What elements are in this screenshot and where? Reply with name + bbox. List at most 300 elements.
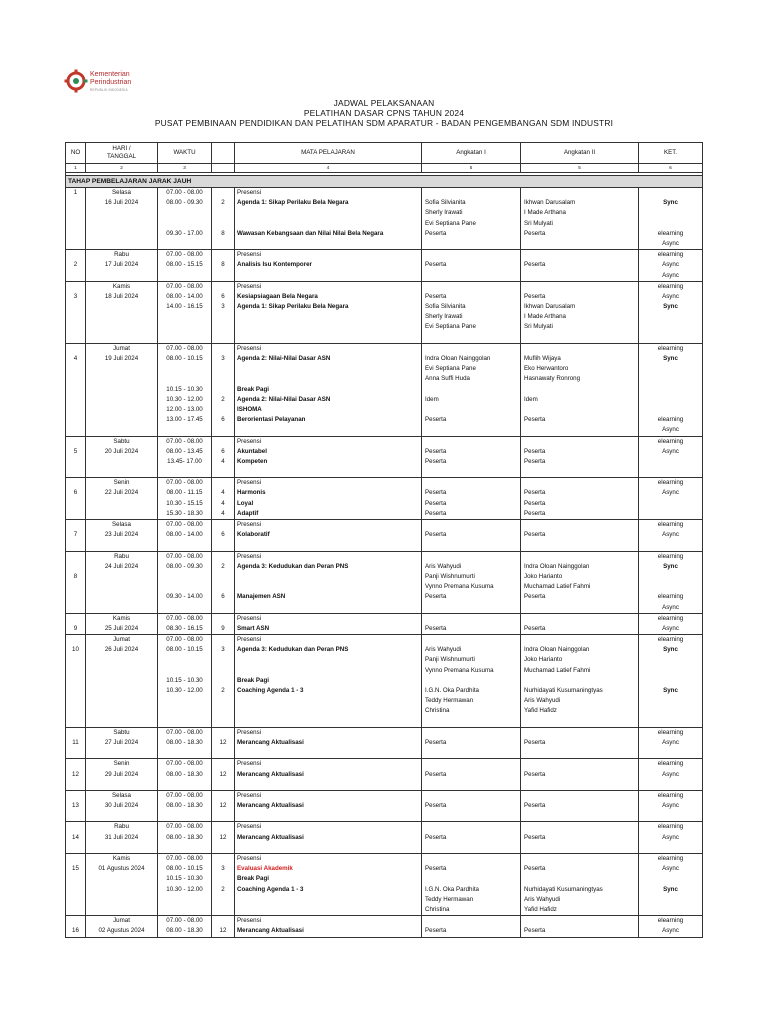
jp [214,854,232,864]
title-line-2: PELATIHAN DASAR CPNS TAHUN 2024 [303,108,465,118]
day-row [66,188,703,250]
angkatan-2 [524,822,636,832]
waktu: 10.30 - 12.00 [166,687,203,694]
angkatan-1: Evi Septiana Pane [425,323,476,331]
mata-pelajaran [237,696,419,706]
mata-pelajaran: Presensi [237,437,262,445]
jp-cell [212,520,235,552]
angkatan-2 [524,791,636,801]
waktu [160,322,209,332]
jp [214,250,232,260]
jp [214,467,232,477]
day-name: Rabu [114,251,129,259]
jp [214,916,232,926]
day-number: 6 [73,489,78,497]
mata-pelajaran: Berorientasi Pelayanan [237,416,306,424]
day-name: Jumat [113,636,130,644]
mata-pelajaran [237,655,419,665]
day-date: 31 Juli 2024 [104,833,139,841]
waktu-cell [158,916,212,937]
ket-cell [639,343,703,436]
jp-cell [212,790,235,822]
angkatan-2 [524,250,636,260]
ket-cell [639,478,703,520]
mata-pelajaran [237,540,419,550]
mata-pelajaran: Coaching Agenda 1 - 3 [237,885,304,893]
day-number: 5 [73,447,78,455]
ket: elearning [657,614,684,622]
day-row [66,281,703,343]
spacer [68,635,83,645]
angkatan-2 [524,603,636,613]
spacer [68,478,83,488]
jp [214,614,232,624]
day-number: 4 [73,355,78,362]
angkatan-2: Peserta [524,624,546,632]
angkatan-2: Peserta [524,927,546,935]
mata-pelajaran-cell [235,613,422,634]
angkatan-2-cell [521,188,639,250]
angkatan-2 [524,271,636,281]
day-date-cell [86,759,158,791]
jp [214,552,232,562]
day-date-cell [86,916,158,937]
day-row [66,635,703,728]
ket [641,333,700,343]
day-number: 10 [72,646,79,654]
jp [214,791,232,801]
ket [641,780,700,790]
angkatan-2 [524,478,636,488]
angkatan-2: Muchamad Latief Fahmi [524,583,591,591]
ket: elearning [657,593,684,601]
ket [641,509,700,519]
waktu: 10.30 - 12.00 [166,395,203,403]
mata-pelajaran: Agenda 3: Kedudukan dan Peran PNS [237,562,349,570]
colnum: 2 [86,164,158,173]
angkatan-2 [524,728,636,738]
mata-pelajaran [237,312,419,322]
angkatan-1: Teddy Hermawan [425,895,474,903]
waktu: 07.00 - 08.00 [166,521,203,528]
ket-cell [639,790,703,822]
day-name: Selasa [112,189,131,196]
mata-pelajaran [237,333,419,343]
jp [214,655,232,665]
ket [641,572,700,582]
ket: elearning [657,917,684,925]
jp: 12 [219,738,227,746]
mata-pelajaran: Presensi [237,282,262,290]
ket [641,188,700,198]
jp: 3 [221,646,225,654]
angkatan-1 [425,239,518,249]
angkatan-2: Peserta [524,447,546,455]
day-date-cell [86,822,158,854]
waktu [160,271,209,281]
angkatan-2-cell [521,613,639,634]
jp [214,282,232,292]
jp [214,520,232,530]
day-number: 3 [73,292,78,300]
jp: 2 [221,395,225,403]
angkatan-1-cell [422,822,521,854]
waktu: 12.00 - 13.00 [166,405,203,413]
angkatan-2: I Made Arthana [524,313,566,321]
angkatan-1: Peserta [425,292,447,300]
jp [214,208,232,218]
jp-cell [212,854,235,916]
day-row [66,613,703,634]
ket: Sync [663,646,678,654]
spacer [68,759,83,769]
angkatan-1 [425,282,518,292]
angkatan-1 [425,188,518,198]
waktu-cell [158,822,212,854]
waktu [160,540,209,550]
ket: Sync [663,303,678,311]
waktu [160,208,209,218]
angkatan-2: Sri Mulyati [524,323,553,331]
angkatan-1: Anna Suffi Huda [425,375,470,383]
angkatan-1: Peserta [425,802,447,810]
mata-pelajaran: Presensi [237,189,262,196]
waktu: 07.00 - 08.00 [166,791,203,799]
angkatan-1: Idem [425,395,439,403]
ket-cell [639,635,703,728]
angkatan-1 [425,552,518,562]
day-name: Kamis [112,614,131,622]
day-name: Sabtu [113,728,130,736]
waktu-cell [158,635,212,728]
day-number-cell [66,436,86,478]
day-number-cell [66,916,86,937]
jp: 4 [221,499,225,507]
day-date: 18 Juli 2024 [104,292,139,300]
angkatan-2: Nurhidayati Kusumaningtyas [524,687,603,694]
mata-pelajaran [237,364,419,374]
colnum: 1 [66,164,86,173]
angkatan-2 [524,874,636,884]
angkatan-2 [524,811,636,821]
day-date: 16 Juli 2024 [104,199,139,207]
ket: Async [662,833,679,841]
mata-pelajaran-cell [235,436,422,478]
jp [214,635,232,645]
ket [641,811,700,821]
waktu-cell [158,551,212,613]
mata-pelajaran: Agenda 2: Nilai-Nilai Dasar ASN [237,355,331,362]
colnum [212,164,235,173]
day-name: Kamis [112,855,131,862]
jp: 3 [221,303,225,311]
jp-cell [212,188,235,250]
mata-pelajaran: Merancang Aktualisasi [237,833,304,841]
day-date-cell [86,281,158,343]
angkatan-1-cell [422,281,521,343]
ket [641,540,700,550]
waktu: 07.00 - 08.00 [166,855,203,862]
title-line-1: JADWAL PELAKSANAAN [333,98,435,108]
angkatan-2: Peserta [524,593,546,601]
waktu: 13.00 - 17.45 [166,416,203,424]
waktu: 07.00 - 08.00 [166,823,203,831]
angkatan-1: Peserta [425,489,447,497]
jp-cell [212,281,235,343]
day-number: 8 [73,572,78,580]
gear-logo-icon [64,68,88,94]
jp [214,843,232,853]
angkatan-2: Hasnawaty Ronrong [524,375,581,383]
angkatan-1: Teddy Hermawan [425,697,474,705]
ket: elearning [657,479,684,487]
jp: 8 [221,261,225,269]
day-row [66,520,703,552]
jp-cell [212,916,235,937]
spacer [68,520,83,530]
angkatan-2 [524,676,636,686]
angkatan-1: Panji Wishnumurti [425,572,475,580]
day-number-cell [66,822,86,854]
ket: elearning [657,251,684,259]
jp [214,706,232,716]
mata-pelajaran: Agenda 2: Nilai-Nilai Dasar ASN [237,395,331,403]
jp: 2 [221,687,225,694]
angkatan-1: Sherly Irawati [425,209,463,217]
angkatan-1: Peserta [425,531,447,539]
day-date: 02 Agustus 2024 [98,927,145,935]
day-number-cell [66,635,86,728]
day-row [66,916,703,937]
waktu [160,655,209,665]
angkatan-1 [425,780,518,790]
angkatan-2: Peserta [524,865,546,873]
angkatan-2-cell [521,854,639,916]
mata-pelajaran [237,374,419,384]
angkatan-2: Muchamad Latief Fahmi [524,666,591,674]
waktu: 07.00 - 08.00 [166,636,203,644]
ket: Sync [663,199,678,207]
angkatan-1 [425,874,518,884]
waktu: 08.30 - 16.15 [166,624,203,632]
waktu [160,696,209,706]
waktu: 10.30 - 12.00 [166,885,203,893]
angkatan-2: Yafid Hafidz [524,905,557,913]
ket [641,582,700,592]
ket: elearning [657,823,684,831]
ket [641,905,700,915]
mata-pelajaran: Loyal [237,499,254,507]
jp [214,780,232,790]
angkatan-2 [524,425,636,435]
jp [214,405,232,415]
mata-pelajaran-cell [235,635,422,728]
mata-pelajaran-cell [235,250,422,282]
angkatan-1 [425,425,518,435]
angkatan-1: Peserta [425,624,447,632]
mata-pelajaran [237,780,419,790]
mata-pelajaran: Presensi [237,344,262,352]
colnum: 6 [639,164,703,173]
ket: Sync [663,562,678,570]
ket: elearning [657,855,684,862]
day-number-cell [66,478,86,520]
mata-pelajaran: Kesiapsiagaan Bela Negara [237,292,318,300]
waktu [160,811,209,821]
spacer [68,344,83,354]
waktu: 08.00 - 10.15 [166,865,203,873]
ket: Async [662,292,679,300]
waktu: 08.00 - 09.30 [166,199,203,207]
mata-pelajaran: Merancang Aktualisasi [237,802,304,810]
day-date-cell [86,790,158,822]
day-date: 27 Juli 2024 [104,738,139,746]
angkatan-1-cell [422,759,521,791]
mata-pelajaran [237,811,419,821]
jp [214,239,232,249]
waktu-cell [158,613,212,634]
angkatan-1-cell [422,727,521,759]
angkatan-2 [524,717,636,727]
angkatan-2: Peserta [524,457,546,465]
mata-pelajaran: Merancang Aktualisasi [237,927,304,935]
mata-pelajaran-cell [235,916,422,937]
angkatan-2: Nurhidayati Kusumaningtyas [524,885,603,893]
ket: Async [662,927,679,935]
mata-pelajaran-cell [235,188,422,250]
header-waktu: WAKTU [158,143,212,164]
jp [214,540,232,550]
angkatan-1: Indra Oloan Nainggolan [425,355,491,362]
angkatan-2 [524,748,636,758]
angkatan-1: Christina [425,707,450,715]
document-title [0,98,768,128]
waktu-cell [158,188,212,250]
spacer [68,562,83,572]
angkatan-1 [425,540,518,550]
jp: 12 [219,802,227,810]
day-number: 15 [72,865,79,873]
angkatan-2: Peserta [524,261,546,269]
day-row [66,854,703,916]
day-number: 14 [72,833,79,841]
angkatan-2: Peserta [524,802,546,810]
mata-pelajaran: Presensi [237,614,262,622]
waktu: 07.00 - 08.00 [166,479,203,487]
ket-cell [639,854,703,916]
angkatan-2 [524,520,636,530]
ket-cell [639,916,703,937]
mata-pelajaran: Evaluasi Akademik [237,865,293,873]
angkatan-1: Sofia Silvianita [425,303,466,311]
jp [214,895,232,905]
mata-pelajaran [237,905,419,915]
angkatan-1 [425,603,518,613]
angkatan-2 [524,780,636,790]
jp [214,759,232,769]
day-date-cell [86,551,158,613]
angkatan-2 [524,333,636,343]
mata-pelajaran: Agenda 1: Sikap Perilaku Bela Negara [237,303,349,311]
colnum: 3 [158,164,212,173]
jp: 6 [221,531,225,539]
day-name: Selasa [112,791,131,799]
day-row [66,790,703,822]
ket [641,457,700,467]
phase-row [66,176,703,188]
header-hari-line: TANGGAL [106,153,137,160]
angkatan-1 [425,759,518,769]
angkatan-2: Peserta [524,416,546,424]
mata-pelajaran: Presensi [237,823,262,831]
mata-pelajaran: Wawasan Kebangsaan dan Nilai Nilai Bela Negara [237,229,384,237]
day-number: 11 [72,738,79,746]
jp [214,874,232,884]
logo-line-2: Perindustrian [90,79,132,86]
angkatan-1 [425,271,518,281]
angkatan-1-cell [422,790,521,822]
waktu [160,717,209,727]
header-hari-line: HARI / [112,145,131,152]
ket: elearning [657,728,684,736]
header-no: NO [66,143,86,164]
waktu: 09.30 - 14.00 [166,593,203,601]
mata-pelajaran: Adaptif [237,509,259,517]
angkatan-2: Joko Harianto [524,656,563,664]
angkatan-1: Vynno Premana Kusuma [425,583,494,591]
mata-pelajaran [237,895,419,905]
day-number-cell [66,854,86,916]
day-date-cell [86,613,158,634]
waktu: 08.00 - 15.15 [166,261,203,269]
mata-pelajaran [237,706,419,716]
angkatan-1: Aris Wahyudi [425,646,462,654]
jp-cell [212,551,235,613]
day-name: Rabu [114,823,129,831]
angkatan-1: Peserta [425,927,447,935]
waktu-cell [158,281,212,343]
angkatan-1 [425,822,518,832]
waktu: 15.30 - 18.30 [166,509,203,517]
jp-cell [212,343,235,436]
ket: Async [662,802,679,810]
waktu [160,843,209,853]
jp: 3 [221,355,225,362]
angkatan-2: Peserta [524,833,546,841]
waktu [160,374,209,384]
waktu: 10.15 - 10.30 [166,385,203,393]
day-row [66,727,703,759]
mata-pelajaran: Break Pagi [237,875,269,883]
ket: Async [662,489,679,497]
jp: 12 [219,770,227,778]
mata-pelajaran-cell [235,343,422,436]
angkatan-2 [524,344,636,354]
waktu [160,706,209,716]
angkatan-1: Peserta [425,593,447,601]
angkatan-1: Peserta [425,499,447,507]
angkatan-2 [524,916,636,926]
logo-line-3: REPUBLIK INDONESIA [90,88,128,92]
waktu-cell [158,759,212,791]
ket [641,843,700,853]
day-number-cell [66,759,86,791]
day-number-cell [66,613,86,634]
mata-pelajaran: Presensi [237,521,262,528]
mata-pelajaran: Presensi [237,636,262,644]
ket [641,219,700,229]
header-mata-pelajaran: MATA PELAJARAN [235,143,422,164]
